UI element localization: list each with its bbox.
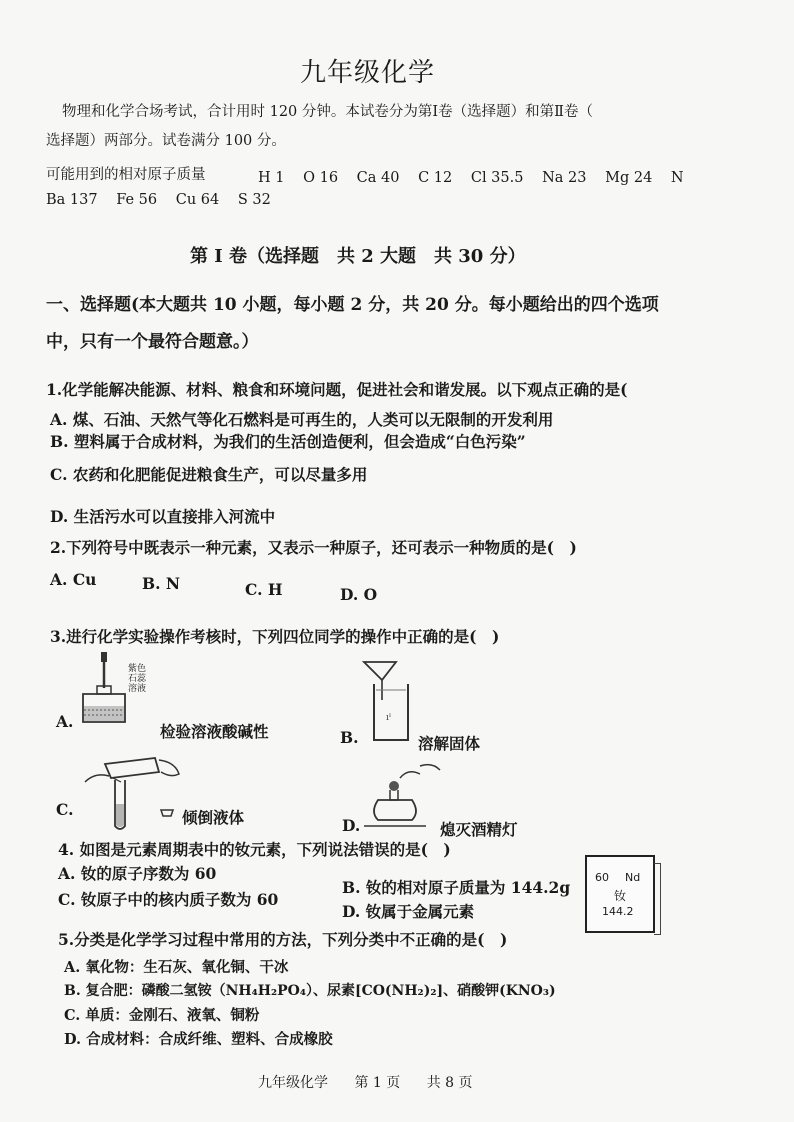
q3-option-a: 检验溶液酸碱性: [160, 722, 269, 741]
footer-total-pages: 共 8 页: [426, 1075, 473, 1091]
element-symbol: Nd: [625, 871, 641, 884]
q5-option-d: D. 合成材料：合成纤维、塑料、合成橡胶: [64, 1031, 333, 1048]
q3-stem: 3.进行化学实验操作考核时，下列四位同学的操作中正确的是( ): [50, 627, 500, 646]
q3-option-b: 溶解固体: [418, 734, 481, 753]
reagent-label: [128, 664, 146, 694]
q4-option-c: C. 钕原子中的核内质子数为 60: [58, 890, 279, 909]
reagent-label-line: 紫色: [128, 664, 147, 674]
svg-text:ıᴵ: ıᴵ: [386, 713, 392, 723]
pouring-liquid-illustration: [75, 752, 185, 832]
footer-subject: 九年级化学: [258, 1075, 328, 1091]
q4-option-a: A. 钕的原子序数为 60: [58, 864, 217, 883]
q5-stem: 5.分类是化学学习过程中常用的方法，下列分类中不正确的是( ): [58, 930, 508, 949]
reagent-label-line: 溶液: [128, 684, 147, 694]
beaker-funnel-illustration: [362, 660, 422, 745]
q2-option-c: C. H: [245, 580, 283, 599]
atomic-number: 60: [595, 871, 609, 884]
q3-option-d-letter: D.: [342, 816, 361, 835]
atomic-mass: Mg 24: [605, 170, 653, 186]
section-heading-line-2: 中，只有一个最符合题意。）: [46, 332, 259, 352]
atomic-mass: S 32: [237, 192, 271, 208]
atomic-mass-row-2: [46, 192, 285, 208]
section-heading-line-1: 一、选择题(本大题共 10 小题，每小题 2 分，共 20 分。每小题给出的四个选项: [46, 295, 659, 315]
q5-option-c: C. 单质：金刚石、液氧、铜粉: [64, 1007, 260, 1024]
intro-line-1: 物理和化学合场考试，合计用时 120 分钟。本试卷分为第Ⅰ卷（选择题）和第Ⅱ卷（: [62, 104, 593, 120]
atomic-mass: C 12: [418, 170, 453, 186]
atomic-mass: Ba 137: [46, 192, 98, 208]
alcohol-lamp-illustration: [360, 760, 450, 830]
atomic-mass: Fe 56: [116, 192, 158, 208]
atomic-mass: Ca 40: [356, 170, 400, 186]
q5-option-a: A. 氧化物：生石灰、氧化铜、干冰: [64, 959, 289, 976]
q3-option-d: 熄灭酒精灯: [440, 820, 518, 839]
periodic-table-cell: [585, 855, 655, 933]
atomic-mass: Cl 35.5: [470, 170, 524, 186]
q3-option-a-letter: A.: [56, 712, 74, 731]
dropper-bottle-illustration: [75, 650, 135, 725]
atomic-mass-value: 144.2: [602, 905, 634, 918]
intro-line-2: 选择题）两部分。试卷满分 100 分。: [46, 133, 286, 149]
volume-title: 第 Ⅰ 卷（选择题 共 2 大题 共 30 分）: [190, 246, 526, 267]
q5-option-b: B. 复合肥：磷酸二氢铵（NH₄H₂PO₄）、尿素[CO(NH₂)₂]、硝酸钾(KNO₃): [64, 983, 556, 999]
q1-option-b: B. 塑料属于合成材料，为我们的生活创造便利，但会造成“白色污染”: [50, 432, 526, 451]
atomic-mass-label: 可能用到的相对原子质量: [46, 167, 206, 183]
atomic-mass-row-1: [258, 170, 698, 186]
element-name: 钕: [614, 889, 627, 903]
atomic-mass: Na 23: [542, 170, 587, 186]
q4-option-b: B. 钕的相对原子质量为 144.2g: [342, 878, 571, 897]
q3-option-c: 倾倒液体: [182, 808, 245, 827]
q2-option-b: B. N: [142, 574, 181, 593]
q2-option-a: A. Cu: [50, 570, 97, 589]
atomic-mass: H 1: [258, 170, 285, 186]
page-title: 九年级化学: [300, 58, 436, 88]
q1-option-a: A. 煤、石油、天然气等化石燃料是可再生的，人类可以无限制的开发利用: [50, 410, 554, 429]
q4-option-d: D. 钕属于金属元素: [342, 902, 475, 921]
atomic-mass: N: [670, 170, 684, 186]
q2-stem: 2.下列符号中既表示一种元素，又表示一种原子，还可表示一种物质的是( ): [50, 538, 577, 557]
q4-stem: 4. 如图是元素周期表中的钕元素，下列说法错误的是( ): [58, 840, 451, 859]
q1-stem: 1.化学能解决能源、材料、粮食和环境问题，促进社会和谐发展。以下观点正确的是(: [46, 380, 628, 399]
page-footer: [258, 1072, 495, 1092]
atomic-mass: O 16: [303, 170, 339, 186]
bottle-stopper-icon: [160, 808, 174, 818]
q2-option-d: D. O: [340, 585, 378, 604]
q1-option-c: C. 农药和化肥能促进粮食生产，可以尽量多用: [50, 465, 368, 484]
reagent-label-line: 石蕊: [128, 674, 147, 684]
q3-option-b-letter: B.: [340, 728, 359, 747]
atomic-mass: Cu 64: [175, 192, 220, 208]
footer-page-number: 第 1 页: [354, 1075, 401, 1091]
q3-option-c-letter: C.: [56, 800, 74, 819]
q1-option-d: D. 生活污水可以直接排入河流中: [50, 507, 276, 526]
